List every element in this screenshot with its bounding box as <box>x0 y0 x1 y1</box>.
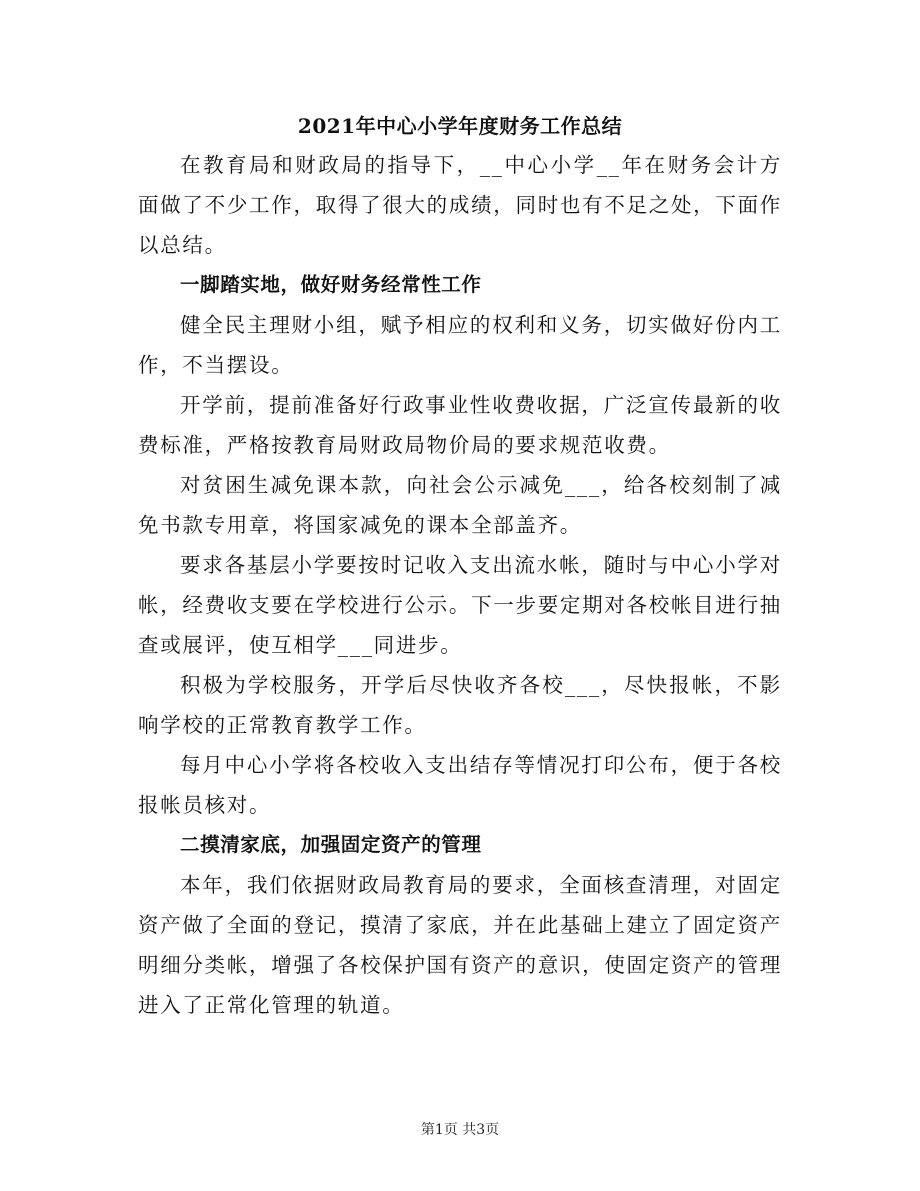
section-heading-2: 二摸清家底，加强固定资产的管理 <box>180 833 482 856</box>
section1-paragraph: 开学前，提前准备好行政事业性收费收据，广泛宣传最新的收费标准，严格按教育局财政局物价局的要求规范收费。 <box>138 393 782 457</box>
document-body <box>138 145 782 1025</box>
section-heading-1: 一脚踏实地，做好财务经常性工作 <box>180 273 482 296</box>
document-title: 2021年中心小学年度财务工作总结 <box>297 114 623 138</box>
section1-paragraph: 每月中心小学将各校收入支出结存等情况打印公布，便于各校报帐员核对。 <box>138 753 782 817</box>
section1-paragraph: 健全民主理财小组，赋予相应的权利和义务，切实做好份内工作，不当摆设。 <box>138 313 782 377</box>
intro-paragraph: 在教育局和财政局的指导下，__中心小学__年在财务会计方面做了不少工作，取得了很大的成绩，同时也有不足之处，下面作以总结。 <box>138 153 782 257</box>
section2-paragraph: 本年，我们依据财政局教育局的要求，全面核查清理，对固定资产做了全面的登记，摸清了家底，并在此基础上建立了固定资产明细分类帐，增强了各校保护国有资产的意识，使固定资产的管理进入了正常化管理的轨道。 <box>138 873 782 1017</box>
section1-paragraph: 要求各基层小学要按时记收入支出流水帐，随时与中心小学对帐，经费收支要在学校进行公示。下一步要定期对各校帐目进行抽查或展评，使互相学___同进步。 <box>138 553 782 657</box>
section1-paragraph: 对贫困生减免课本款，向社会公示减免___，给各校刻制了减免书款专用章，将国家减免的课本全部盖齐。 <box>138 473 782 537</box>
section1-paragraph: 积极为学校服务，开学后尽快收齐各校___，尽快报帐，不影响学校的正常教育教学工作。 <box>138 673 782 737</box>
page-number-footer: 第1页 共3页 <box>420 1122 500 1138</box>
